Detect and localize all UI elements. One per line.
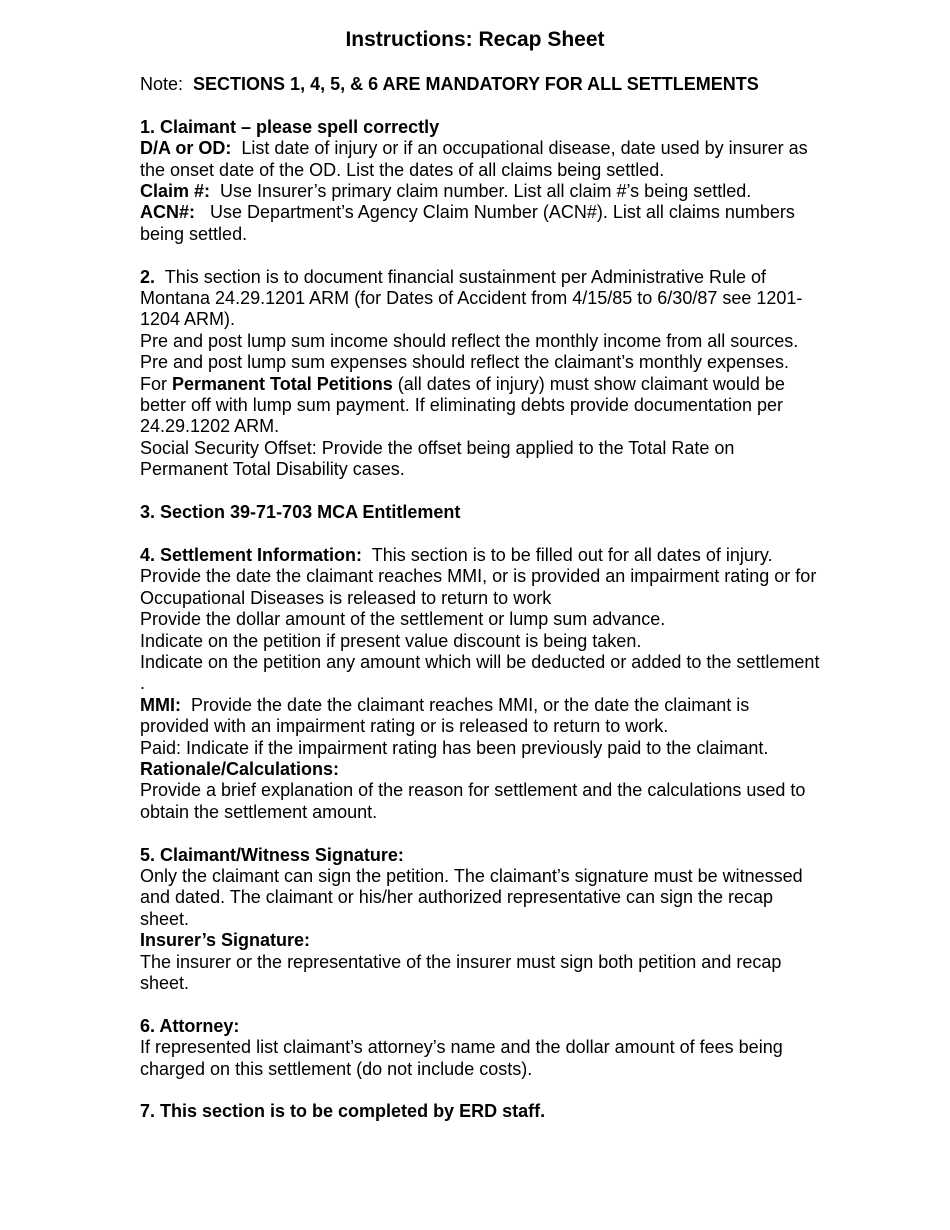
section-4-line-1: Provide the date the claimant reaches MMI, or is provided an impairment rating or for Occupational Diseases is released to return to work bbox=[140, 566, 817, 608]
note-line bbox=[140, 74, 820, 95]
acn-text: Use Department’s Agency Claim Number (ACN#). List all claims numbers being settled. bbox=[140, 202, 795, 244]
section-5-text: Only the claimant can sign the petition. The claimant’s signature must be witnessed and dated. The claimant or his/her authorized representative can sign the recap sheet. bbox=[140, 865, 803, 929]
p3-post: (all dates of injury) must show claimant would be better off with lump sum payment. If eliminating debts provide documentation per 24.29.1202 ARM. bbox=[140, 373, 785, 437]
permanent-total-petitions: Permanent Total Petitions bbox=[172, 373, 393, 394]
da-label: D/A or OD: bbox=[140, 138, 232, 159]
section-2-p4: Social Security Offset: Provide the offset being applied to the Total Rate on Permanent Total Disability cases. bbox=[140, 437, 735, 480]
section-2-p2: Pre and post lump sum income should reflect the monthly income from all sources. Pre and post lump sum expenses should reflect the claimant’s monthly expenses. bbox=[140, 330, 799, 373]
section-1-claim bbox=[140, 181, 820, 202]
section-1-da bbox=[140, 138, 820, 181]
acn-label: ACN#: bbox=[140, 202, 196, 223]
section-4-heading: 4. Settlement Information: bbox=[140, 544, 363, 565]
rationale-heading: Rationale/Calculations: bbox=[140, 758, 340, 779]
note-text: SECTIONS 1, 4, 5, & 6 ARE MANDATORY FOR ALL SETTLEMENTS bbox=[193, 74, 759, 94]
mmi-label: MMI: bbox=[140, 694, 181, 715]
section-2-intro bbox=[140, 267, 820, 331]
section-4-paid: Paid: Indicate if the impairment rating has been previously paid to the claimant. bbox=[140, 737, 769, 758]
insurer-signature-heading: Insurer’s Signature: bbox=[140, 930, 311, 951]
claim-text: Use Insurer’s primary claim number. List all claim #’s being settled. bbox=[220, 181, 752, 202]
note-label: Note: bbox=[140, 74, 184, 94]
page-title: Instructions: Recap Sheet bbox=[345, 28, 605, 51]
section-4-line-2: Provide the dollar amount of the settlement or lump sum advance. bbox=[140, 609, 666, 630]
section-1-acn bbox=[140, 202, 820, 245]
instructions-body bbox=[140, 74, 820, 1123]
section-1-heading: 1. Claimant – please spell correctly bbox=[140, 116, 440, 137]
insurer-signature-text: The insurer or the representative of the insurer must sign both petition and recap sheet. bbox=[140, 951, 782, 993]
section-6-text: If represented list claimant’s attorney’s name and the dollar amount of fees being charged on this settlement (do not include costs). bbox=[140, 1037, 783, 1079]
mmi-text: Provide the date the claimant reaches MMI, or the date the claimant is provided with an impairment rating or is released to return to work. bbox=[140, 694, 750, 737]
section-4-heading-line bbox=[140, 545, 820, 566]
p3-pre: For bbox=[140, 373, 167, 394]
section-4-heading-text: This section is to be filled out for all dates of injury. bbox=[371, 544, 773, 565]
section-5-heading: 5. Claimant/Witness Signature: bbox=[140, 844, 404, 865]
section-2-p3 bbox=[140, 374, 820, 438]
section-4-line-4: Indicate on the petition any amount which will be deducted or added to the settlement . bbox=[140, 651, 820, 694]
section-3-heading: 3. Section 39-71-703 MCA Entitlement bbox=[140, 502, 461, 523]
section-6-heading: 6. Attorney: bbox=[140, 1015, 240, 1036]
rationale-text: Provide a brief explanation of the reason for settlement and the calculations used to obtain the settlement amount. bbox=[140, 780, 806, 822]
section-7-heading: 7. This section is to be completed by ERD staff. bbox=[140, 1101, 546, 1122]
section-2-p1: This section is to document financial sustainment per Administrative Rule of Montana 24.29.1201 ARM (for Dates of Accident from 4/15/85 to 6/30/87 see 1201-1204 ARM). bbox=[140, 266, 803, 330]
da-text: List date of injury or if an occupational disease, date used by insurer as the onset date of the OD. List the dates of all claims being settled. bbox=[140, 138, 808, 180]
section-2-number: 2. bbox=[140, 266, 156, 287]
claim-label: Claim #: bbox=[140, 181, 211, 202]
section-4-line-3: Indicate on the petition if present value discount is being taken. bbox=[140, 630, 642, 651]
section-4-mmi bbox=[140, 695, 820, 738]
